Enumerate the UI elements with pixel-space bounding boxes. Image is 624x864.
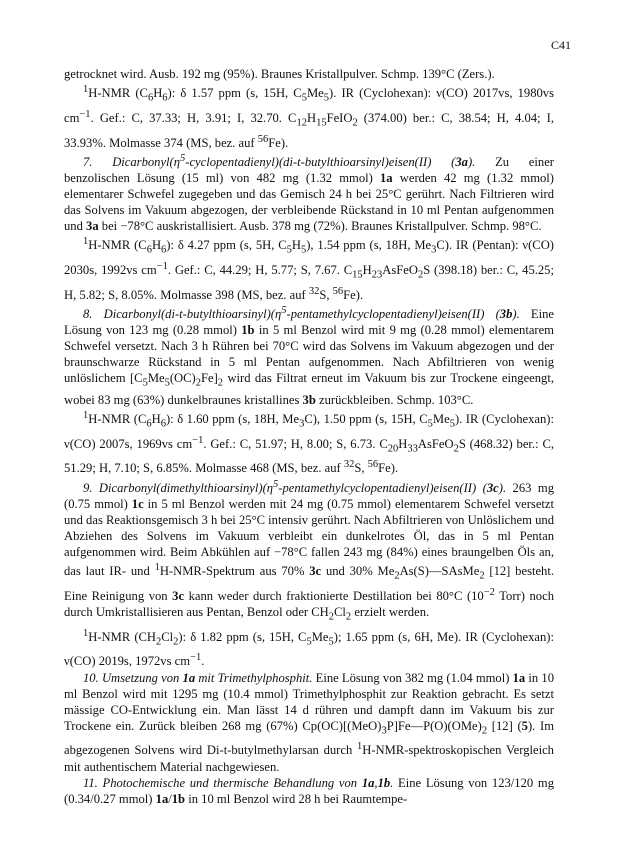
paragraph-p06: $^1$H-NMR $(C_6H_6)$: δ 1.60 ppm (s, 18H, $Me_3C$), 1.50 ppm (s, 15H, $C_5Me_5$). IR (Cyclohexan): ν(CO) 2007s, 1969vs $cm^{-1}$. Gef.: C, 51.97; H, 8.00; S, 6.73. $C_{20}H_{33}AsFeO_2S$ (468.32) ber.: C, 51.29; H, 7.10; S, 6.85%. Molmasse 468 (MS, bez. auf $^{32}$S, $^{56}$Fe).	[64, 409, 554, 476]
article-body	[64, 66, 554, 807]
paragraph-p02: $^1$H-NMR $(C_6H_6)$: δ 1.57 ppm (s, 15H, $C_5Me_5$). IR (Cyclohexan): ν(CO) 2017vs, 1980vs $cm^{-1}$. Gef.: C, 37.33; H, 3.91; I, 32.70. $C_{12}H_{15}FeIO_2$ (374.00) ber.: C, 38.54; H, 4.04; I, 33.93%. Molmasse 374 (MS, bez. auf $^{56}$Fe).	[64, 84, 554, 150]
paragraph-p10: 11. Photochemische und thermische Behandlung von 1a,1b. Eine Lösung von 123/120 mg (0.34/0.27 mmol) 1a/1b in 10 ml Benzol wird 28 h bei Raumtempe-	[64, 775, 554, 806]
paragraph-p08: $^1$H-NMR $(CH_2Cl_2)$: δ 1.82 ppm (s, 15H, $C_5Me_5$); 1.65 ppm (s, 6H, Me). IR (Cyclohexan): ν(CO) 2019s, 1972vs $cm^{-1}$.	[64, 627, 554, 669]
paragraph-p09: 10. Umsetzung von 1a mit Trimethylphosphit. Eine Lösung von 382 mg (1.04 mmol) 1a in 10 ml Benzol wird mit 1295 mg (10.4 mmol) Trimethylphosphit zur Reaktion gebracht. Es setzt mässige CO-Entwicklung ein. Man lässt 14 d rühren und dampft dann im Vakuum bis zur Trockene ein. Zurück bleiben 268 mg (67%) $Cp(OC)[(MeO)_3P]Fe—P(O)(OMe)_2$ [12] (5). Im abgezogenen Solvens wird Di-t-butylmethylarsan durch $^1$H-NMR-spektroskopischen Vergleich mit authentischem Material nachgewiesen.	[64, 670, 555, 774]
paragraph-p05: 8. $Dicarbonyl(di-t-butylthioarsinyl)(\eta^5-pentamethylcyclopentadienyl)eisen(II)$ (3b). Eine Lösung von 123 mg (0.28 mmol) 1b in 5 ml Benzol wird mit 9 mg (0.28 mmol) elementarem Schwefel versetzt. Nach 3 h Rühren bei 70°C wird das Solvens im Vakuum abgezogen und der braunschwarze Rückstand in 5 ml Pentan aufgenommen. Nach Abfiltrieren von wenig unlöslichem $[C_5Me_5(OC)_2Fe]_2$ wird das Filtrat erneut im Vakuum bis zur Trockene eingeengt, wobei 83 mg (63%) dunkelbraunes kristallines 3b zurückbleiben. Schmp. 103°C.	[64, 304, 554, 407]
paragraph-p07: 9. $Dicarbonyl(dimethylthioarsinyl)(\eta^5-pentamethylcyclopentadienyl)eisen(II)$ (3c). 263 mg (0.75 mmol) 1c in 5 ml Benzol werden mit 24 mg (0.75 mmol) elementarem Schwefel versetzt und das Reaktionsgemisch 3 h bei 25°C intensiv gerührt. Nach Abfiltrieren von Unlöslichem und Abziehen des Solvens im Vakuum verbleibt ein dunkelrotes Öl, das in 5 ml Pentan aufgenommen wird. Beim Abkühlen auf −78°C fallen 243 mg (84%) eines braungelben Öls an, das laut IR- und $^1$H-NMR-Spektrum aus 70% 3c und 30% $Me_2As(S)—SAsMe_2$ [12] besteht. Eine Reinigung von 3c kann weder durch fraktionierte Destillation bei 80°C ($10^{-2}$ Torr) noch durch Umkristallisieren aus Pentan, Benzol oder $CH_2Cl_2$ erzielt werden.	[64, 478, 554, 623]
paragraph-p04: $^1$H-NMR $(C_6H_6)$: δ 4.27 ppm (s, 5H, $C_5H_5$), 1.54 ppm (s, 18H, $Me_3C$). IR (Pentan): ν(CO) 2030s, 1992vs $cm^{-1}$. Gef.: C, 44.29; H, 5.77; S, 7.67. $C_{15}H_{23}AsFeO_2S$ (398.18) ber.: C, 45.25; H, 5.82; S, 8.05%. Molmasse 398 (MS, bez. auf $^{32}$S, $^{56}$Fe).	[64, 236, 554, 302]
page-number: C41	[550, 38, 571, 52]
paragraph-p03: 7. $Dicarbonyl(\eta^5-cyclopentadienyl)(di-t-butylthioarsinyl)eisen(II)$ (3a). Zu einer benzolischen Lösung (15 ml) von 482 mg (1.32 mmol) 1a werden 42 mg (1.32 mmol) elementarer Schwefel zugegeben und das Gemisch 24 h bei 25°C gerührt. Nach Filtrieren wird das Solvens im Vakuum abgezogen, der verbleibende Rückstand in 10 ml Pentan aufgenommen und 3a bei −78°C auskristallisiert. Ausb. 378 mg (72%). Braunes Kristallpulver. Schmp. 98°C.	[64, 152, 554, 234]
paragraph-p01: getrocknet wird. Ausb. 192 mg (95%). Braunes Kristallpulver. Schmp. 139°C (Zers.).	[64, 67, 495, 81]
